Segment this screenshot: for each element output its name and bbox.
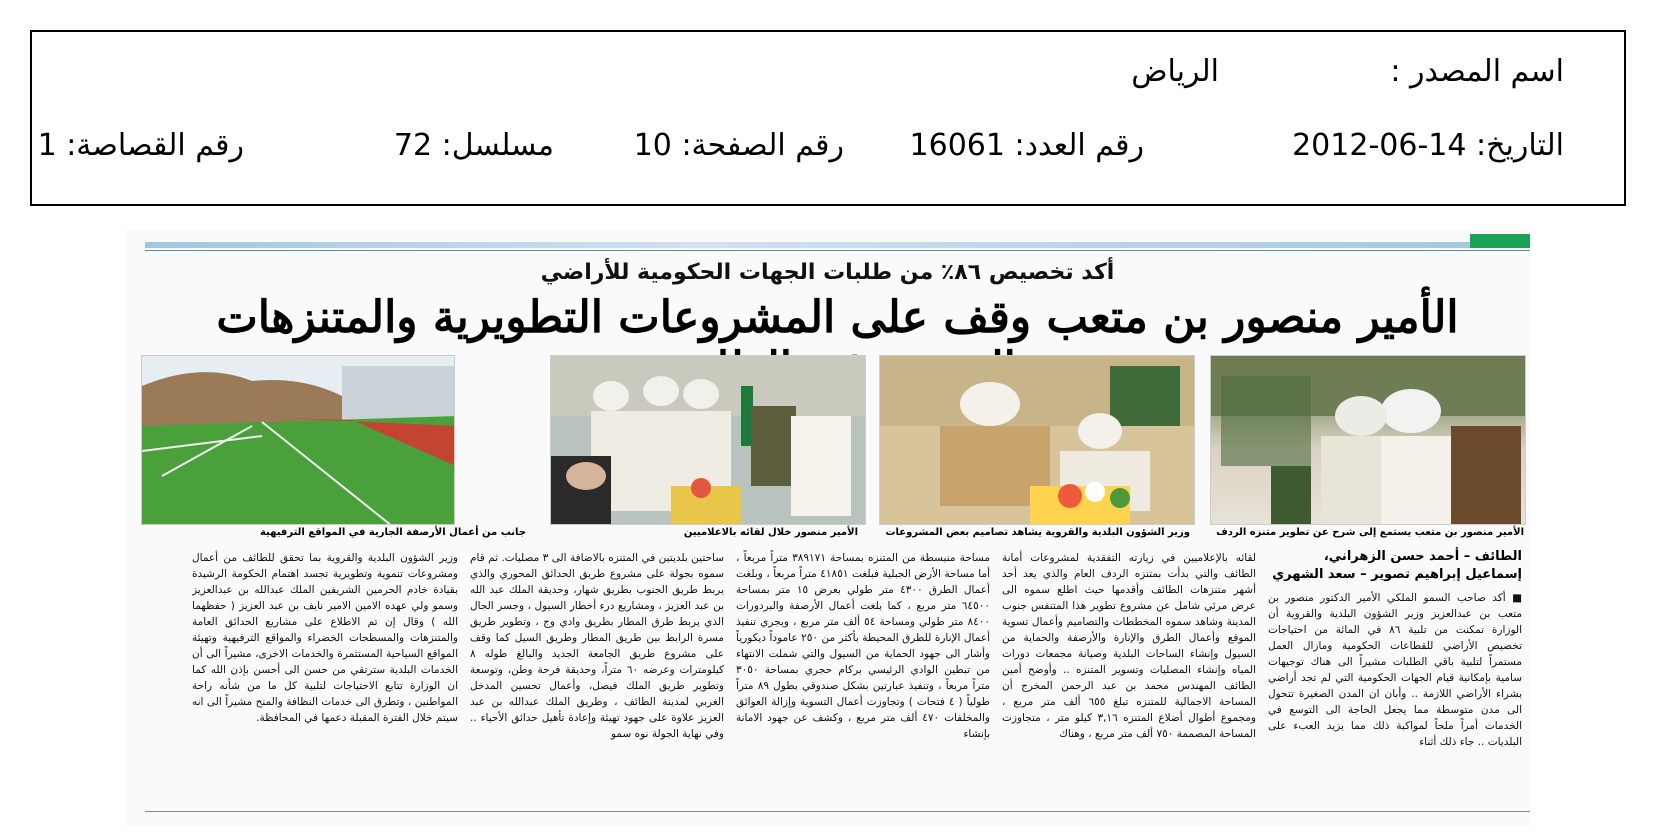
section-tab <box>1470 234 1530 248</box>
date-field: التاريخ: 14-06-2012 <box>1292 128 1564 163</box>
page-number: رقم الصفحة: 10 <box>633 128 844 163</box>
top-rule-line <box>145 250 1530 251</box>
photo-caption-3: الأمير منصور خلال لقائه بالاعلاميين <box>683 527 858 538</box>
photo-caption-1: الأمير منصور بن متعب يستمع إلى شرح عن تطوير متنزه الردف <box>1216 527 1524 538</box>
photo-sidewalk-works <box>141 355 455 525</box>
article-column-3: مساحة منبسطة من المتنزه بمساحة ٣٨٩١٧١ متراً مربعاً ، أما مساحة الأرض الجبلية فبلغت ٤١٨٥١ متراً مربعاً ، وبلغت أعمال الطرق ٤٣٠٠ متر طولي بعرض ١٥ متر بمساحة ٦٤٥٠٠ متر مربع ، كما بلغت أعمال الأرصفة والبردورات ٨٤٠٠ متر طولي ومساحة ٥٤ ألف متر مربع ، ويجري تنفيذ أعمال الإنارة للطرق المحيطة بأكثر من ٢٥٠ عاموداً ديكورياً وأشار الى جهود الحماية من السيول والتي شملت الانتهاء من تبطين الوادي الرئيسي بركام حجري بمساحة ٣٠٥٠ متراً مربعاً ، وتنفيذ عبارتين بشكل صندوقي بطول ٨٩ متراً طولياً ( ٤ فتحات ) وتجاوزت أعمال التسوية وإزالة العوائق والمخلفات ٤٧٠ ألف متر مربع ، وكشف عن جهود الامانة بإنشاء <box>736 552 990 740</box>
newspaper-clipping <box>125 230 1530 826</box>
source-value: الرياض <box>1131 54 1219 89</box>
article-column-1: ■ أكد صاحب السمو الملكي الأمير الدكتور منصور بن متعب بن عبدالعزيز وزير الشؤون البلدية والقروية أن الوزارة تمكنت من تلبية ٨٦ في المائة من احتياجات تخصيص الأراضي للقطاعات الحكومية ومازال العمل مستمراً لتلبية باقي الطلبات مشيراً الى هناك توجيهات سامية بإمكانية قيام الجهات الحكومية التي لم تجد أراضي بشراء الأراضي اللازمة .. وأبان ان المدن الصغيرة تتحول الى مدن متوسطة مما يجعل الحاجة الى التوسع في الخدمات أمراً ملحاً لمواكبة ذلك مما يزيد العبء على البلديات .. جاء ذلك أثناء <box>1268 592 1522 748</box>
article-column-5: وزير الشؤون البلدية والقروية بما تحقق للطائف من أعمال ومشروعات تنموية وتطويرية تجسد اهتمام الحكومة الرشيدة بقيادة خادم الحرمين الشريفين الملك عبدالله بن عبدالعزيز وسمو ولي عهده الامين الامير نايف بن عبد العزيز ( حفظهما الله ) وقال إن تم الاطلاع على مشاريع الحدائق العامة والمتنزهات والمسطحات الخضراء والمواقع الترفيهية وتهيئة المواقع السياحية المستثمرة والخدمات الاخرى، مشيراً الى أن الخدمات البلدية سترتقي من حسن الى أحسن بإذن الله كما ان الوزارة تتابع الاحتياجات لتلبية كل ما من شأنه راحة المواطنين ، وتطرق الى خدمات النظافة والمنح مشيراً الى انه سيتم خلال الفترة المقبلة دعمها في المحافظة. <box>192 552 458 724</box>
article-column-2: لقائه بالإعلاميين في زيارته التفقدية لمشروعات أمانة الطائف والتي بدأت بمتنزه الردف العام والذي يعد أحد أشهر متنزهات الطائف وأقدمها حيث اطلع سموه الى عرض مرئي شامل عن مشروع تطوير هذا المتنفس جنوب المدينة وشاهد سموه المخططات والتصاميم وأعمال تسوية الموقع وأعمال الطرق والإنارة والأرصفة والحماية من السيول وإنشاء الساحات البلدية وصيانة مجمعات دورات المياه وإنشاء المصليات وتسوير المتنزه .. وأوضح أمين الطائف المهندس محمد بن عبد الرحمن المخرج أن المساحة الاجمالية للمتنزه تبلغ ٦٥٥ ألف متر مربع ، ومجموع أطوال أضلاع المتنزه ٣,١٦ كيلو متر ، متجاوزت المساحة المصممة ٧٥٠ ألف متر مربع ، وهناك <box>1002 552 1256 740</box>
clip-number: رقم القصاصة: 1 <box>37 128 244 163</box>
serial-number: مسلسل: 72 <box>393 128 554 163</box>
article-byline: الطائف – أحمد حسن الزهراني، إسماعيل إبراهيم تصوير – سعد الشهري <box>1272 549 1522 582</box>
photo-caption-4: جانب من أعمال الأرصفة الجارية في المواقع الترفيهية <box>259 527 526 538</box>
photo-minister-designs <box>879 355 1195 525</box>
top-rule <box>145 242 1530 248</box>
source-info-box <box>30 30 1626 206</box>
photo-prince-listening <box>1210 355 1526 525</box>
photo-media-meeting <box>550 355 866 525</box>
issue-number: رقم العدد: 16061 <box>909 128 1144 163</box>
article-column-4: ساحتين بلديتين في المتنزه بالاضافة الى ٣ مصليات. ثم قام سموه بجولة على مشروع طريق الحدائق المحوري والذي يربط طريق الجنوب بطريق شهار، وحديقة الملك عبد الله بن عبد العزيز ، ومشاريع درء أخطار السيول ، وجسر الجال الذي يربط طرق المطار بطريق وادي وج ، وتطوير طريق مسرة الرابط بين طريق المطار وطريق السيل كما وقف على مشروع طريق الجامعة الجديد والبالغ طوله ٨ كيلومترات وعرضه ٦٠ متراً، وحديقة فرحة وطن، وتوسعة وتطوير طريق الملك فيصل، وأعمال تحسين المدخل الغربي لمدينة الطائف ، وطريق الملك عبدالله بن عبد العزيز علاوة على جهود تهيئة وإعادة تأهيل حدائق الأحياء .. وفي نهاية الجولة نوه سمو <box>470 552 724 740</box>
article-headline: الأمير منصور بن متعب وقف على المشروعات التطويرية والمتنزهات <box>216 292 1459 343</box>
bottom-rule <box>145 811 1530 812</box>
photo-caption-2: وزير الشؤون البلدية والقروية يشاهد تصاميم بعض المشروعات <box>885 527 1190 538</box>
source-label: اسم المصدر : <box>1390 54 1564 89</box>
article-kicker: أكد تخصيص ٨٦٪ من طلبات الجهات الحكومية للأراضي <box>540 260 1115 285</box>
